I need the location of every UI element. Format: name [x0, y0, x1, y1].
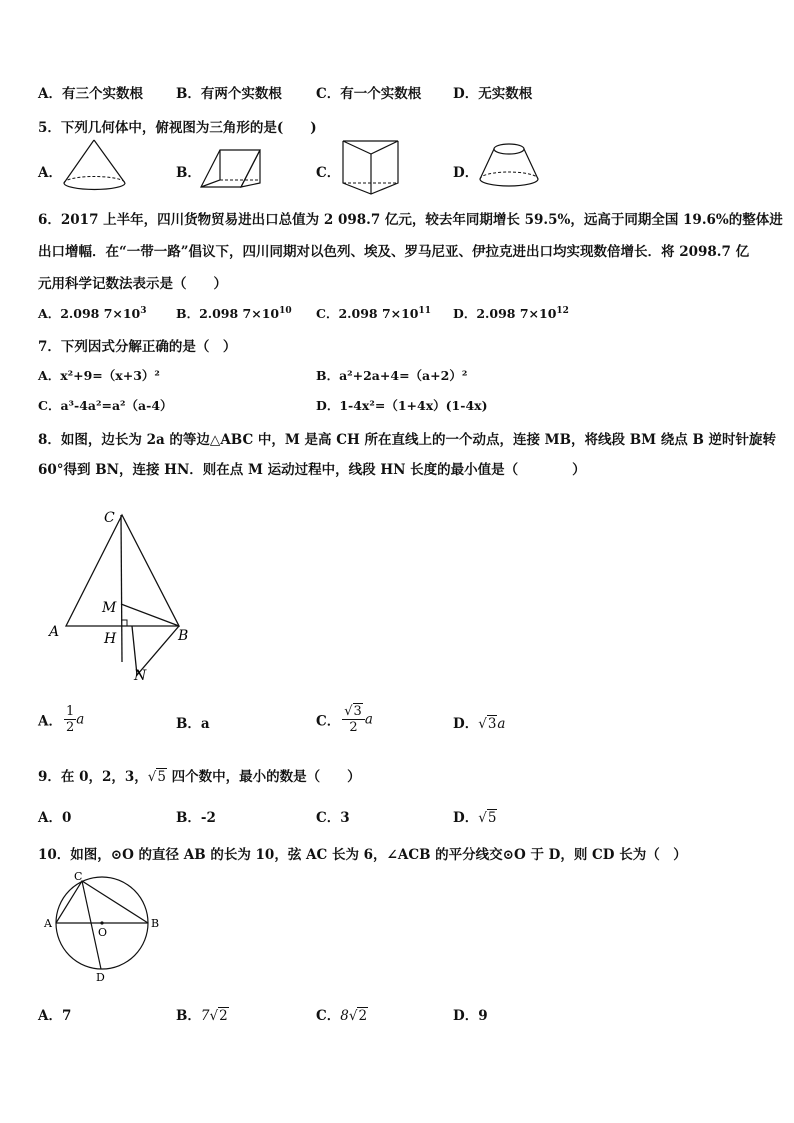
- q10-label-d: D: [96, 971, 105, 984]
- q6-option-a-exp: 3: [140, 305, 147, 316]
- q8-option-c-radicand: 3: [353, 704, 362, 719]
- q7-option-c: C．a³-4a²=a²（a-4）: [38, 398, 173, 413]
- q6-option-d-exp: 12: [556, 305, 569, 316]
- q5-option-d-label: D．: [453, 165, 479, 181]
- q8-option-a-var: a: [76, 711, 85, 728]
- q9-option-c: C．3: [316, 810, 350, 826]
- frustum-icon: [476, 140, 542, 192]
- q9-stem-pre: 9．在 0，2，3，: [38, 769, 148, 785]
- q9-option-b: B．-2: [176, 810, 216, 826]
- q8-option-c: C． $\frac{√3}{2}$ a: [316, 704, 373, 735]
- q10-option-b-radicand: 2: [219, 1008, 228, 1024]
- q6-option-c: [316, 304, 431, 322]
- q6-option-a-base: A．2.098 7×10: [38, 306, 141, 321]
- cone-icon: [60, 137, 130, 193]
- q7-option-b: B．a²+2a+4=（a+2）²: [316, 368, 468, 383]
- q8-label-c: C: [104, 510, 115, 526]
- q7-option-a: A．x²+9=（x+3）²: [38, 368, 160, 383]
- q10-option-c-coef: 8: [340, 1008, 349, 1024]
- q6-option-b: [176, 304, 292, 322]
- q8-option-c-label: C．: [316, 713, 341, 730]
- q9-option-d: D．√5: [453, 810, 497, 826]
- q8-label-n: N: [134, 668, 147, 684]
- q10-option-a: A．7: [38, 1008, 72, 1024]
- q8-triangle-figure: [40, 500, 210, 690]
- q10-label-a: A: [44, 917, 52, 930]
- q6-option-a: [38, 304, 147, 322]
- q8-option-a-numerator: 1: [65, 704, 75, 719]
- q8-label-a: A: [49, 624, 60, 640]
- q8-option-d-radicand: 3: [487, 716, 497, 732]
- q8-label-h: H: [104, 631, 117, 647]
- q10-label-c: C: [74, 870, 83, 883]
- q4-option-b: B．有两个实数根: [176, 86, 282, 102]
- q8-option-d: D．√3a: [453, 716, 506, 732]
- q4-option-d: D．无实数根: [453, 86, 533, 102]
- q9-stem-radicand: 5: [157, 769, 166, 785]
- q7-option-d: D．1-4x²=（1+4x）(1-4x): [316, 398, 488, 413]
- q8-option-d-var: a: [497, 716, 506, 732]
- q8-option-c-var: a: [364, 711, 373, 728]
- q10-circle-figure: [40, 868, 165, 988]
- q8-label-b: B: [178, 628, 189, 644]
- q6-option-b-base: B．2.098 7×10: [176, 306, 280, 321]
- q9-option-d-radicand: 5: [487, 810, 497, 826]
- q9-option-d-label: D．: [453, 810, 479, 826]
- triangular-prism-upright-icon: [340, 137, 402, 197]
- q9-stem: 9．在 0，2，3，√5 四个数中，最小的数是（ ）: [38, 769, 361, 785]
- q10-option-c: C．8√2: [316, 1008, 368, 1024]
- q10-option-c-radicand: 2: [358, 1008, 368, 1024]
- triangular-prism-lying-icon: [198, 143, 264, 191]
- q8-option-a-label: A．: [38, 713, 62, 730]
- q6-option-d-base: D．2.098 7×10: [453, 306, 557, 321]
- q6-stem-line3: 元用科学记数法表示是（ ）: [38, 276, 227, 292]
- q7-stem: 7．下列因式分解正确的是（ ）: [38, 339, 237, 355]
- q9-stem-post: 四个数中，最小的数是（ ）: [166, 769, 361, 785]
- q6-stem-line2: 出口增幅．在“一带一路”倡议下，四川同期对以色列、埃及、罗马尼亚、伊拉克进出口均实现数倍增长．将 2098.7 亿: [38, 244, 750, 260]
- q5-option-a-label: A．: [38, 165, 62, 181]
- q8-option-d-label: D．: [453, 716, 479, 732]
- q6-option-b-exp: 10: [279, 305, 292, 316]
- q6-option-c-base: C．2.098 7×10: [316, 306, 419, 321]
- q8-option-b: B．a: [176, 716, 210, 732]
- q4-option-a: A．有三个实数根: [38, 86, 143, 102]
- q4-option-c: C．有一个实数根: [316, 86, 422, 102]
- q8-stem-line1: 8．如图，边长为 2a 的等边△ABC 中，M 是高 CH 所在直线上的一个动点，连接 MB，将线段 BM 绕点 B 逆时针旋转: [38, 432, 777, 448]
- q8-option-a: [38, 704, 84, 735]
- q8-option-a-denominator: 2: [65, 720, 75, 735]
- q9-option-a: A．0: [38, 810, 72, 826]
- q6-option-c-exp: 11: [418, 305, 432, 316]
- q6-option-d: [453, 304, 569, 322]
- q10-option-b-label: B．: [176, 1008, 201, 1024]
- q6-stem-line1: 6．2017 上半年，四川货物贸易进出口总值为 2 098.7 亿元，较去年同期增长 59.5%，远高于同期全国 19.6%的整体进: [38, 212, 783, 228]
- q8-stem-line2: 60°得到 BN，连接 HN．则在点 M 运动过程中，线段 HN 长度的最小值是（ ）: [38, 462, 586, 478]
- q8-label-m: M: [102, 600, 117, 616]
- q10-label-o: O: [98, 926, 108, 939]
- q10-option-b: B．7√2: [176, 1008, 228, 1024]
- q5-option-c-label: C．: [316, 165, 341, 181]
- q5-option-b-label: B．: [176, 165, 201, 181]
- q10-label-b: B: [151, 917, 160, 930]
- q8-option-c-denominator: 2: [349, 720, 358, 735]
- q10-option-c-label: C．: [316, 1008, 341, 1024]
- q5-stem: 5．下列几何体中，俯视图为三角形的是( ): [38, 120, 317, 136]
- q10-option-b-coef: 7: [200, 1008, 210, 1024]
- q10-stem: 10．如图，⊙O 的直径 AB 的长为 10，弦 AC 长为 6，∠ACB 的平分线交⊙O 于 D，则 CD 长为（ ）: [38, 847, 687, 863]
- q10-option-d: D．9: [453, 1008, 488, 1024]
